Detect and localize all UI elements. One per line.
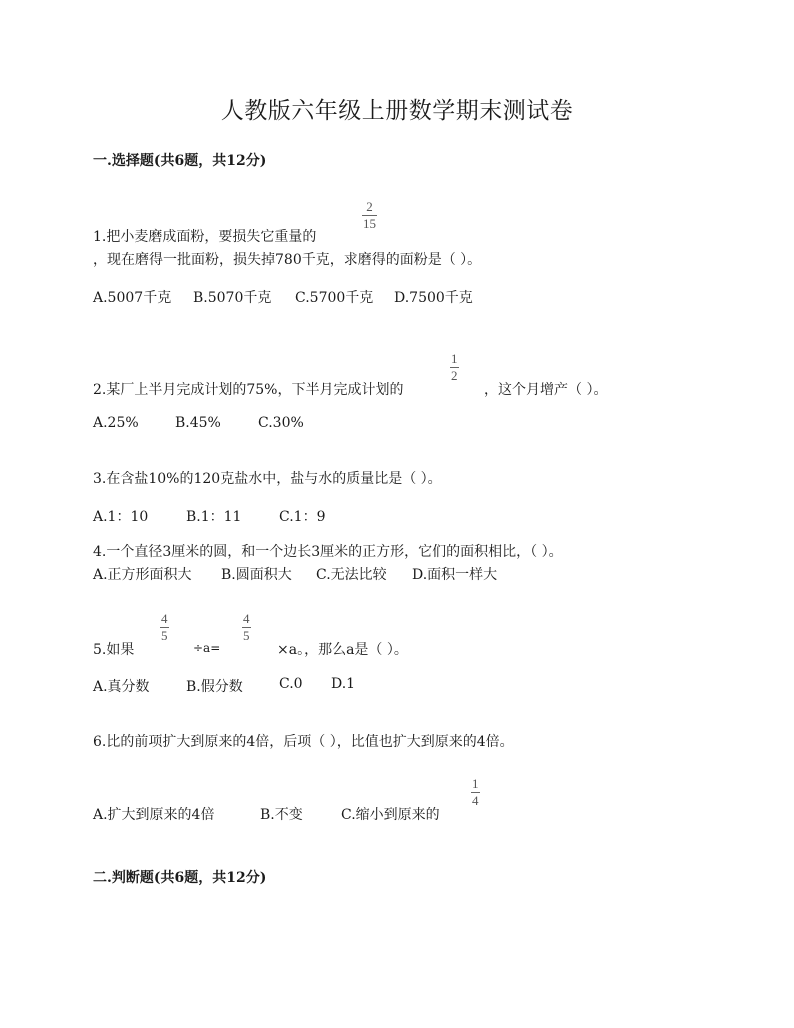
fraction-numerator: 2	[366, 199, 373, 214]
question-3-option-b[interactable]: B.1：11	[186, 509, 242, 525]
fraction-1-2	[450, 352, 459, 383]
question-4-option-a[interactable]: A.正方形面积大	[93, 567, 192, 583]
question-1-text: 1.把小麦磨成面粉，要损失它重量的	[93, 229, 317, 245]
question-1-option-a[interactable]: A.5007千克	[93, 290, 172, 306]
question-5-text-divide: ÷a=	[193, 641, 221, 655]
question-5-option-d[interactable]: D.1	[331, 676, 356, 692]
question-3-option-c[interactable]: C.1：9	[279, 509, 326, 525]
question-6-option-b[interactable]: B.不变	[260, 807, 303, 823]
question-2-text: 2.某厂上半月完成计划的75%，下半月完成计划的	[93, 382, 404, 398]
fraction-2-15	[362, 200, 377, 231]
question-5-option-c[interactable]: C.0	[279, 676, 303, 692]
question-1-option-d[interactable]: D.7500千克	[394, 290, 473, 306]
question-3-text: 3.在含盐10%的120克盐水中，盐与水的质量比是（ ）。	[93, 471, 442, 487]
question-3-option-a[interactable]: A.1：10	[93, 509, 149, 525]
question-4-text: 4.一个直径3厘米的圆，和一个边长3厘米的正方形，它们的面积相比，（ ）。	[93, 544, 563, 560]
fraction-denominator: 15	[363, 216, 376, 231]
page-title: 人教版六年级上册数学期末测试卷	[220, 98, 574, 124]
fraction-4-5-first	[160, 612, 169, 643]
question-2-text-continued: ，这个月增产（ ）。	[484, 382, 608, 398]
question-2-option-a[interactable]: A.25%	[93, 415, 139, 431]
question-4-option-c[interactable]: C.无法比较	[316, 567, 387, 583]
question-2-option-c[interactable]: C.30%	[258, 415, 304, 431]
question-6-option-a[interactable]: A.扩大到原来的4倍	[93, 807, 215, 823]
fraction-1-4	[471, 777, 480, 808]
section-heading-choice: 一.选择题(共6题，共12分)	[93, 153, 267, 169]
question-4-option-b[interactable]: B.圆面积大	[221, 567, 292, 583]
question-2-option-b[interactable]: B.45%	[175, 415, 221, 431]
question-6-text: 6.比的前项扩大到原来的4倍，后项（ ），比值也扩大到原来的4倍。	[93, 734, 514, 750]
question-1-option-b[interactable]: B.5070千克	[193, 290, 272, 306]
fraction-denominator: 5	[243, 628, 250, 643]
question-5-option-a[interactable]: A.真分数	[93, 679, 150, 695]
question-4-option-d[interactable]: D.面积一样大	[412, 567, 498, 583]
fraction-denominator: 2	[451, 368, 458, 383]
question-5-text: 5.如果	[93, 642, 135, 658]
fraction-numerator: 1	[472, 776, 479, 791]
fraction-denominator: 5	[161, 628, 168, 643]
question-1-option-c[interactable]: C.5700千克	[295, 290, 374, 306]
question-5-option-b[interactable]: B.假分数	[186, 679, 243, 695]
fraction-numerator: 4	[243, 611, 250, 626]
fraction-numerator: 1	[451, 351, 458, 366]
fraction-4-5-second	[242, 612, 251, 643]
section-heading-judgment: 二.判断题(共6题，共12分)	[93, 870, 267, 886]
question-1-text-continued: ，现在磨得一批面粉，损失掉780千克，求磨得的面粉是（ ）。	[93, 252, 482, 268]
fraction-denominator: 4	[472, 793, 479, 808]
question-5-text-continued: ×a。，那么a是（ ）。	[277, 642, 408, 658]
fraction-numerator: 4	[161, 611, 168, 626]
question-6-option-c[interactable]: C.缩小到原来的	[341, 807, 440, 823]
